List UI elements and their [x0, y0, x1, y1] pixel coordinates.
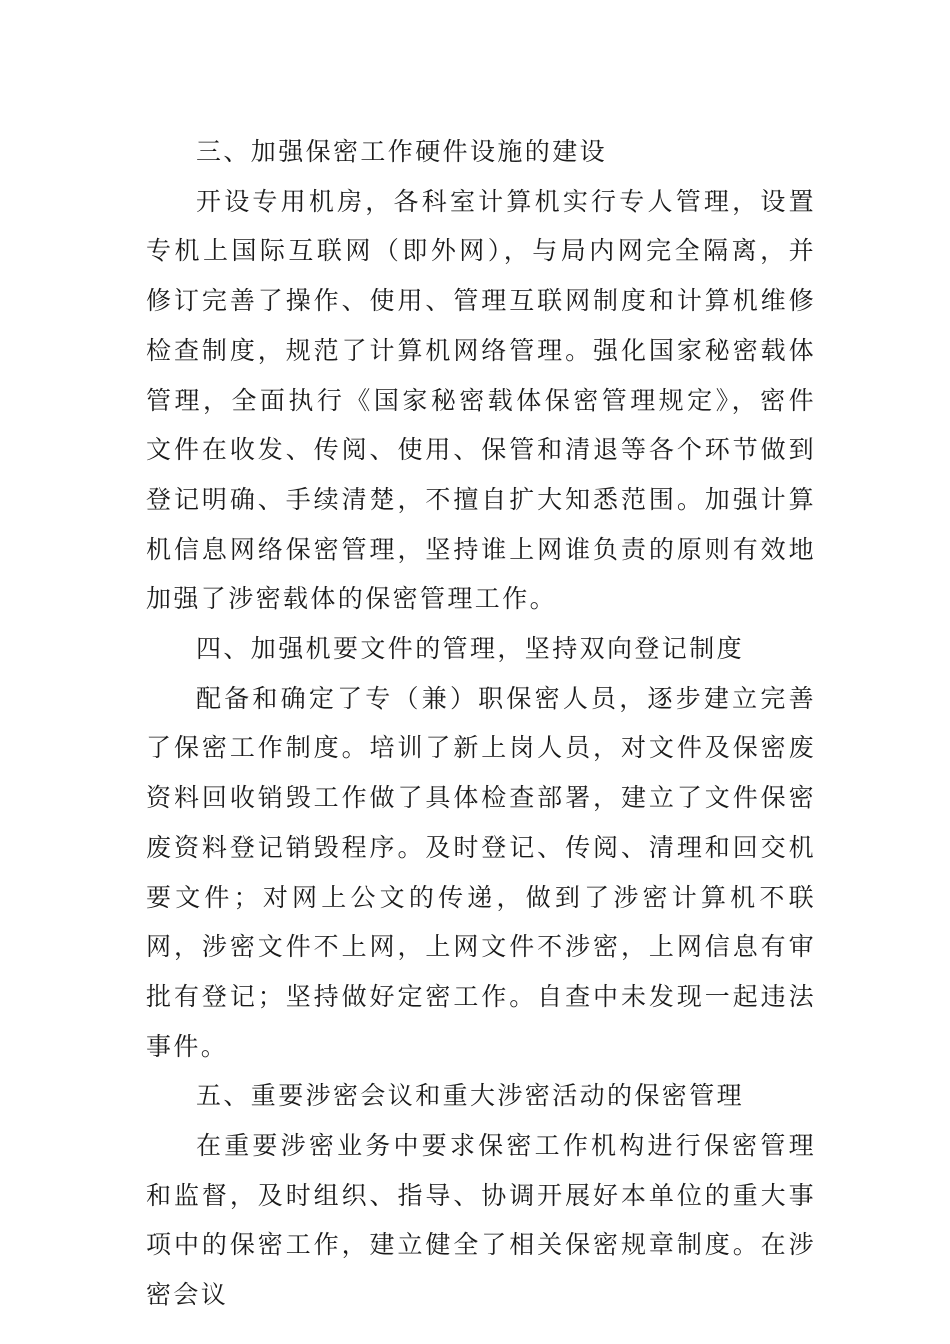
section-paragraph-5: 在重要涉密业务中要求保密工作机构进行保密管理和监督，及时组织、指导、协调开展好本单位的重大事项中的保密工作，建立健全了相关保密规章制度。在涉密会议: [146, 1131, 816, 1310]
section-heading-5: 五、重要涉密会议和重大涉密活动的保密管理: [196, 1081, 745, 1111]
section-paragraph-4: 配备和确定了专（兼）职保密人员，逐步建立完善了保密工作制度。培训了新上岗人员，对文件及保密废资料回收销毁工作做了具体检查部署，建立了文件保密废资料登记销毁程序。及时登记、传阅、清理和回交机要文件；对网上公文的传递，做到了涉密计算机不联网，涉密文件不上网，上网文件不涉密，上网信息有审批有登记；坚持做好定密工作。自查中未发现一起违法事件。: [146, 683, 816, 1061]
section-heading-4: 四、加强机要文件的管理，坚持双向登记制度: [196, 634, 745, 664]
document-body: [146, 127, 816, 1320]
section-heading-3: 三、加强保密工作硬件设施的建设: [196, 137, 608, 166]
section-paragraph-3: 开设专用机房，各科室计算机实行专人管理，设置专机上国际互联网（即外网），与局内网完全隔离，并修订完善了操作、使用、管理互联网制度和计算机维修检查制度，规范了计算机网络管理。强化国家秘密载体管理，全面执行《国家秘密载体保密管理规定》，密件文件在收发、传阅、使用、保管和清退等各个环节做到登记明确、手续清楚，不擅自扩大知悉范围。加强计算机信息网络保密管理，坚持谁上网谁负责的原则有效地加强了涉密载体的保密管理工作。: [146, 186, 816, 614]
